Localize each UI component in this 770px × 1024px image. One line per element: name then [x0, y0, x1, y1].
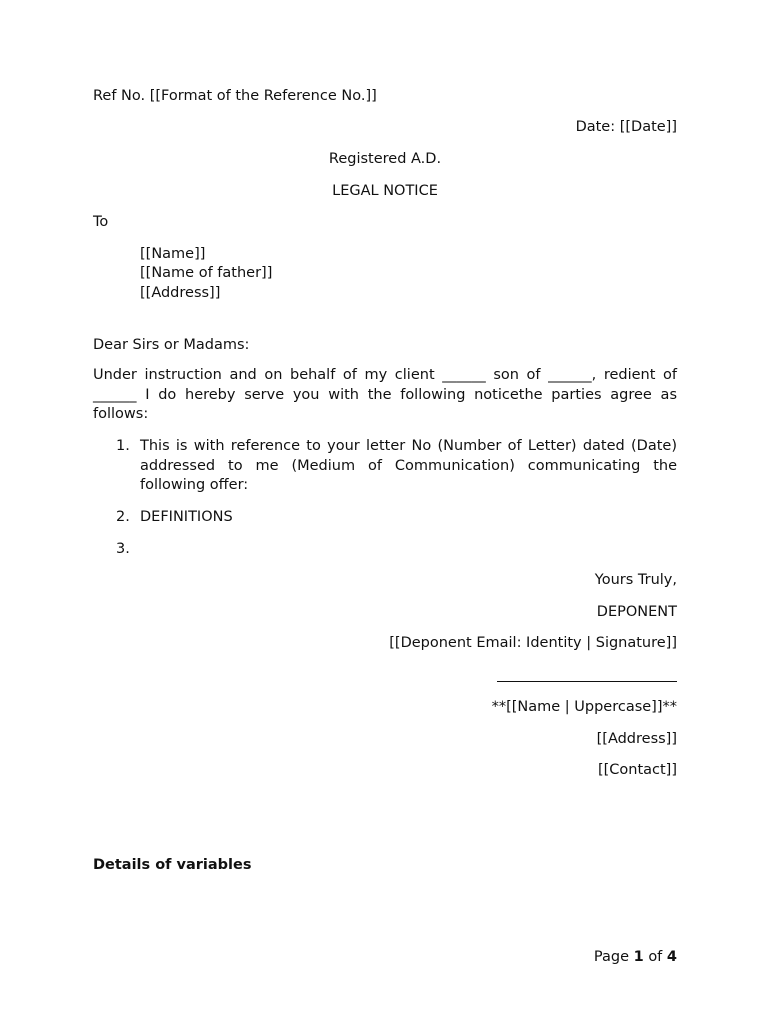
signature-line — [497, 681, 677, 682]
recipient-address: [[Address]] — [140, 285, 221, 301]
signature-field: [[Deponent Email: Identity | Signature]] — [389, 635, 677, 651]
page-current: 1 — [633, 949, 644, 965]
signer-address: [[Address]] — [596, 731, 677, 747]
reference-number: Ref No. [[Format of the Reference No.]] — [93, 88, 377, 104]
deponent-label: DEPONENT — [596, 604, 677, 620]
signer-contact: [[Contact]] — [597, 762, 677, 778]
list-item-2-text: DEFINITIONS — [140, 509, 233, 525]
list-item-1-number: 1. — [116, 438, 130, 454]
signer-name: **[[Name | Uppercase]]** — [491, 699, 677, 715]
recipient-name: [[Name]] — [140, 246, 206, 262]
page-of: of — [648, 949, 663, 965]
closing: Yours Truly, — [594, 572, 677, 588]
page-total: 4 — [666, 949, 677, 965]
salutation: Dear Sirs or Madams: — [93, 337, 250, 353]
list-item-2-number: 2. — [116, 509, 130, 525]
list-item-1-text: This is with reference to your letter No (Number of Letter) dated (Date) addressed to me (Medium of Communication) communicating the following offer: — [140, 438, 677, 493]
to-label: To — [93, 214, 109, 230]
document-title: LEGAL NOTICE — [332, 183, 438, 199]
page-prefix: Page — [593, 949, 629, 965]
page-indicator — [594, 948, 677, 967]
notice-date: Date: [[Date]] — [575, 119, 677, 135]
recipient-father-name: [[Name of father]] — [140, 265, 273, 281]
details-heading: Details of variables — [93, 857, 252, 873]
list-item-3-number: 3. — [116, 541, 130, 557]
registered-ad-label: Registered A.D. — [328, 151, 442, 167]
intro-paragraph: Under instruction and on behalf of my client ______ son of ______, redient of ______ I do hereby serve you with the following noticethe parties agree as follows: — [93, 367, 677, 422]
